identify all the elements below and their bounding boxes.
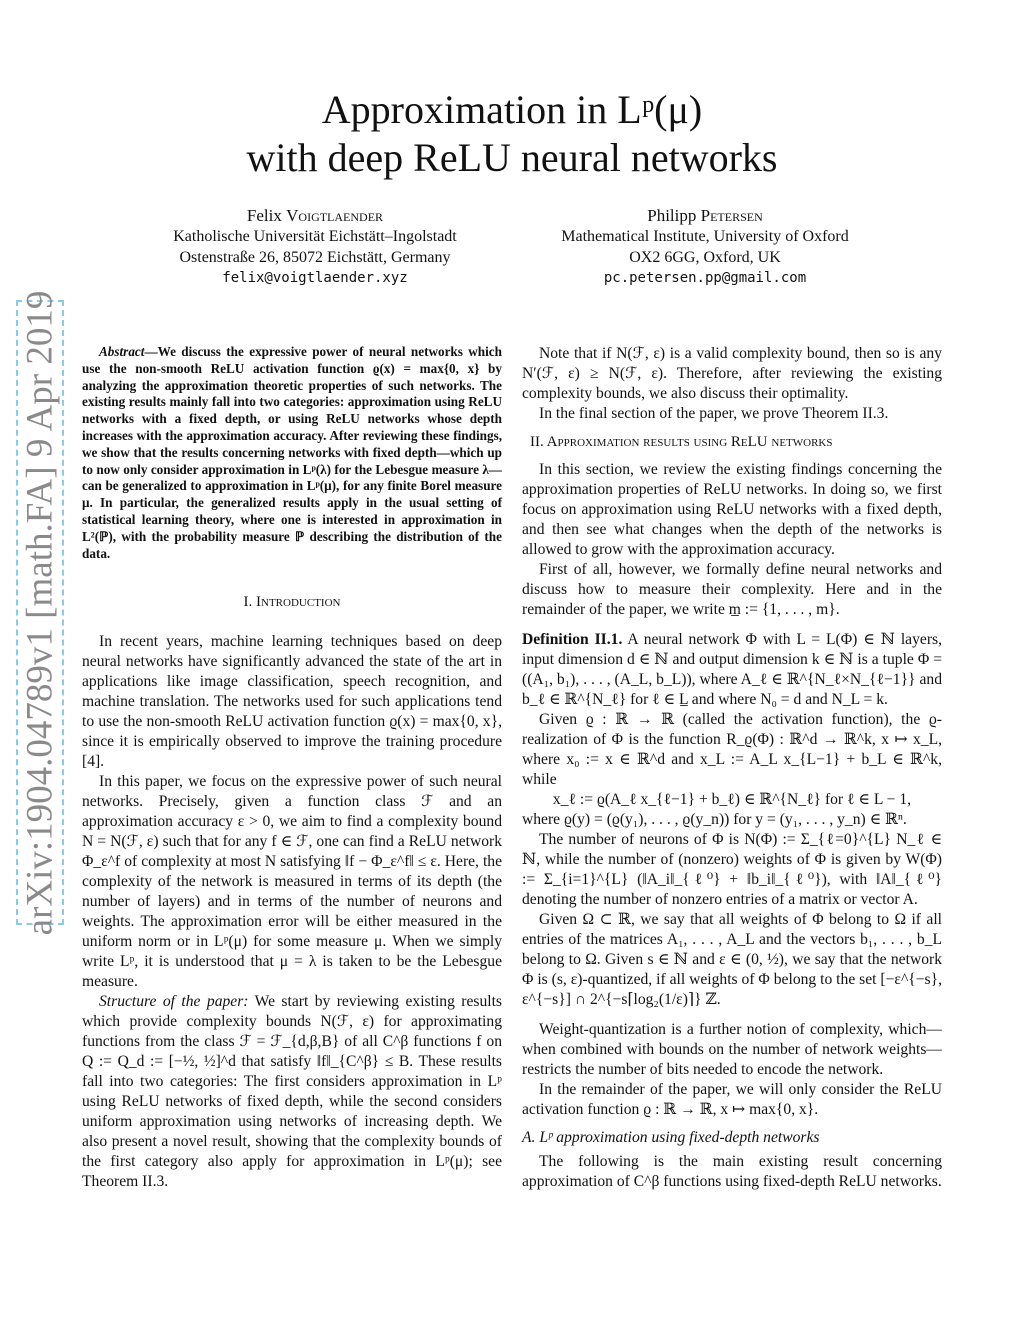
structure-text: We start by reviewing existing results which provide complexity bounds N(ℱ, ε) for approximating functions from the class ℱ = ℱ_{d,β,B} of all C^β functions f on Q := Q_d := [−½, ½]^d that satisfy ‖f‖_{C^β} ≤ B. These results fall into two categories: The first considers approximation in Lᵖ using ReLU networks of fixed depth, while the second considers uniform approximation using networks of increasing depth. We also present a novel result, showing that the complexity bounds of the first category also apply for approximation in Lᵖ(μ); see Theorem II.3. (82, 993, 503, 1191)
author-affiliation: Katholische Universität Eichstätt–Ingolstadt (173, 228, 457, 245)
intro-paragraph-3 (82, 992, 502, 1192)
paper-title (0, 86, 1024, 182)
arxiv-stamp[interactable] (16, 290, 64, 935)
weight-quantization-paragraph: Weight-quantization is a further notion of complexity, which—when combined with bounds on the number of network weights—restricts the number of bits needed to encode the network. (522, 1021, 942, 1078)
section-heading-introduction: I. Introduction (243, 594, 341, 611)
intro-paragraph-2: In this paper, we focus on the expressive power of such neural networks. Precisely, given a function class ℱ and an approximation accuracy ε > 0, we aim to find a complexity bound N = N(ℱ, ε) such that for any f ∈ ℱ, one can find a ReLU network Φ_ε^f of complexity at most N satisfying ‖f − Φ_ε^f‖ ≤ ε. Here, the complexity of the network is measured in terms of its depth (the number of layers) and in terms of the number of neurons and weights. The approximation error will be either measured in the uniform norm or in Lᵖ(μ) for some measure μ. When we simply write Lᵖ, it is understood that μ = λ is taken to be the Lebesgue measure. (82, 773, 502, 991)
relu-vector-paragraph: where ϱ(y) = (ϱ(y₁), . . . , ϱ(y_n)) for y = (y₁, . . . , y_n) ∈ ℝⁿ. (522, 811, 907, 828)
intro-paragraph-1: In recent years, machine learning techniques based on deep neural networks have significantly advanced the state of the art in applications like image classification, speech recognition, and machine translation. The networks used for such applications tend to use the non-smooth ReLU activation function ϱ(x) = max{0, x}, since it is empirically observed to improve the training procedure [4]. (82, 633, 502, 771)
title-line-1: Approximation in Lᵖ(μ) (321, 87, 703, 132)
section2-paragraph-2: First of all, however, we formally define neural networks and discuss how to measure their complexity. Here and in the remainder of the paper, we write m̲ := {1, . . . , m}. (522, 561, 942, 618)
abstract-text: —We discuss the expressive power of neural networks which use the non-smooth ReLU activation function ϱ(x) = max{0, x} by analyzing the approximation theoretic properties of such networks. The existing results mainly fall into two categories: approximation using ReLU networks with a fixed depth, or using ReLU networks whose depth increases with the approximation accuracy. After reviewing these findings, we show that the results concerning networks with fixed depth—which up to now only consider approximation in Lᵖ(λ) for the Lebesgue measure λ—can be generalized to approximation in Lᵖ(μ), for any finite Borel measure μ. In particular, the generalized results apply in the usual setting of statistical learning theory, where one is interested in approximation in L²(ℙ), with the probability measure ℙ describing the distribution of the data. (82, 344, 502, 561)
definition-text: A neural network Φ with L = L(Φ) ∈ ℕ layers, input dimension d ∈ ℕ and output dimension k ∈ ℕ is a tuple Φ = ((A₁, b₁), . . . , (A_L, b_L)), where A_ℓ ∈ ℝ^{N_ℓ×N_{ℓ−1}} and b_ℓ ∈ ℝ^{N_ℓ} for ℓ ∈ L̲ and where N₀ = d and N_L = k. (522, 631, 942, 708)
realization-paragraph: Given ϱ : ℝ → ℝ (called the activation function), the ϱ-realization of Φ is the function R_ϱ(Φ) : ℝ^d → ℝ^k, x ↦ x_L, where x₀ := x ∈ ℝ^d and x_L := A_L x_{L−1} + b_L ∈ ℝ^k, while (522, 711, 942, 788)
quantization-paragraph: Given Ω ⊂ ℝ, we say that all weights of Φ belong to Ω if all entries of the matrices A₁, . . . , A_L and the vectors b₁, . . . , b_L belong to Ω. Given s ∈ ℕ and ε ∈ (0, ½), we say that the network Φ is (s, ε)-quantized, if all weights of Φ belong to the set [−ε^{−s}, ε^{−s}] ∩ 2^{−s⌈log₂(1/ε)⌉} ℤ. (522, 911, 942, 1008)
author-email[interactable]: pc.petersen.pp@gmail.com (603, 270, 807, 286)
abstract (82, 344, 502, 562)
section-heading-approximation: II. Approximation results using ReLU networks (530, 434, 833, 450)
definition-block (522, 630, 942, 710)
definition-label: Definition II.1. (522, 631, 623, 648)
relu-remainder-paragraph: In the remainder of the paper, we will only consider the ReLU activation function ϱ : ℝ → ℝ, x ↦ max{0, x}. (522, 1081, 942, 1118)
title-line-2: with deep ReLU neural networks (246, 135, 778, 180)
author-address: OX2 6GG, Oxford, UK (629, 249, 781, 266)
author-block-2 (505, 205, 905, 289)
right-column (522, 344, 942, 1192)
complexity-paragraph: The number of neurons of Φ is N(Φ) := Σ_{ℓ=0}^{L} N_ℓ ∈ ℕ, while the number of (nonzero) weights of Φ is given by W(Φ) := Σ_{i=1}^{L} (‖A_i‖_{ℓ⁰} + ‖b_i‖_{ℓ⁰}), with ‖A‖_{ℓ⁰} denoting the number of nonzero entries of a matrix or vector A. (522, 831, 942, 908)
author-email[interactable]: felix@voigtlaender.xyz (222, 270, 408, 286)
author-name: Felix Voigtlaender (246, 206, 384, 225)
section2-paragraph-1: In this section, we review the existing findings concerning the approximation properties of ReLU networks. In doing so, we first focus on approximation using ReLU networks with a fixed depth, and then see what changes when the depth of the networks is allowed to grow with the approximation accuracy. (522, 461, 942, 558)
main-result-paragraph: The following is the main existing result concerning approximation of C^β functions using fixed-depth ReLU networks. (522, 1153, 942, 1190)
optimality-paragraph: Note that if N(ℱ, ε) is a valid complexity bound, then so is any N′(ℱ, ε) ≥ N(ℱ, ε). Therefore, after reviewing the existing complexity bounds, we also discuss their optimality. (522, 345, 942, 402)
layer-equation: x_ℓ := ϱ(A_ℓ x_{ℓ−1} + b_ℓ) ∈ ℝ^{N_ℓ} for ℓ ∈ L − 1, (552, 791, 912, 808)
left-column (82, 344, 502, 1192)
abstract-label: Abstract (99, 344, 145, 359)
arxiv-stamp-text: arXiv:1904.04789v1 [math.FA] 9 Apr 2019 (19, 290, 61, 935)
subsection-heading: A. Lᵖ approximation using fixed-depth networks (522, 1129, 820, 1146)
final-section-paragraph: In the final section of the paper, we prove Theorem II.3. (539, 405, 889, 422)
author-address: Ostenstraße 26, 85072 Eichstätt, Germany (179, 249, 451, 266)
structure-label: Structure of the paper: (99, 993, 249, 1011)
author-name: Philipp Petersen (647, 206, 763, 225)
author-affiliation: Mathematical Institute, University of Oxford (561, 228, 849, 245)
author-block-1 (115, 205, 515, 289)
